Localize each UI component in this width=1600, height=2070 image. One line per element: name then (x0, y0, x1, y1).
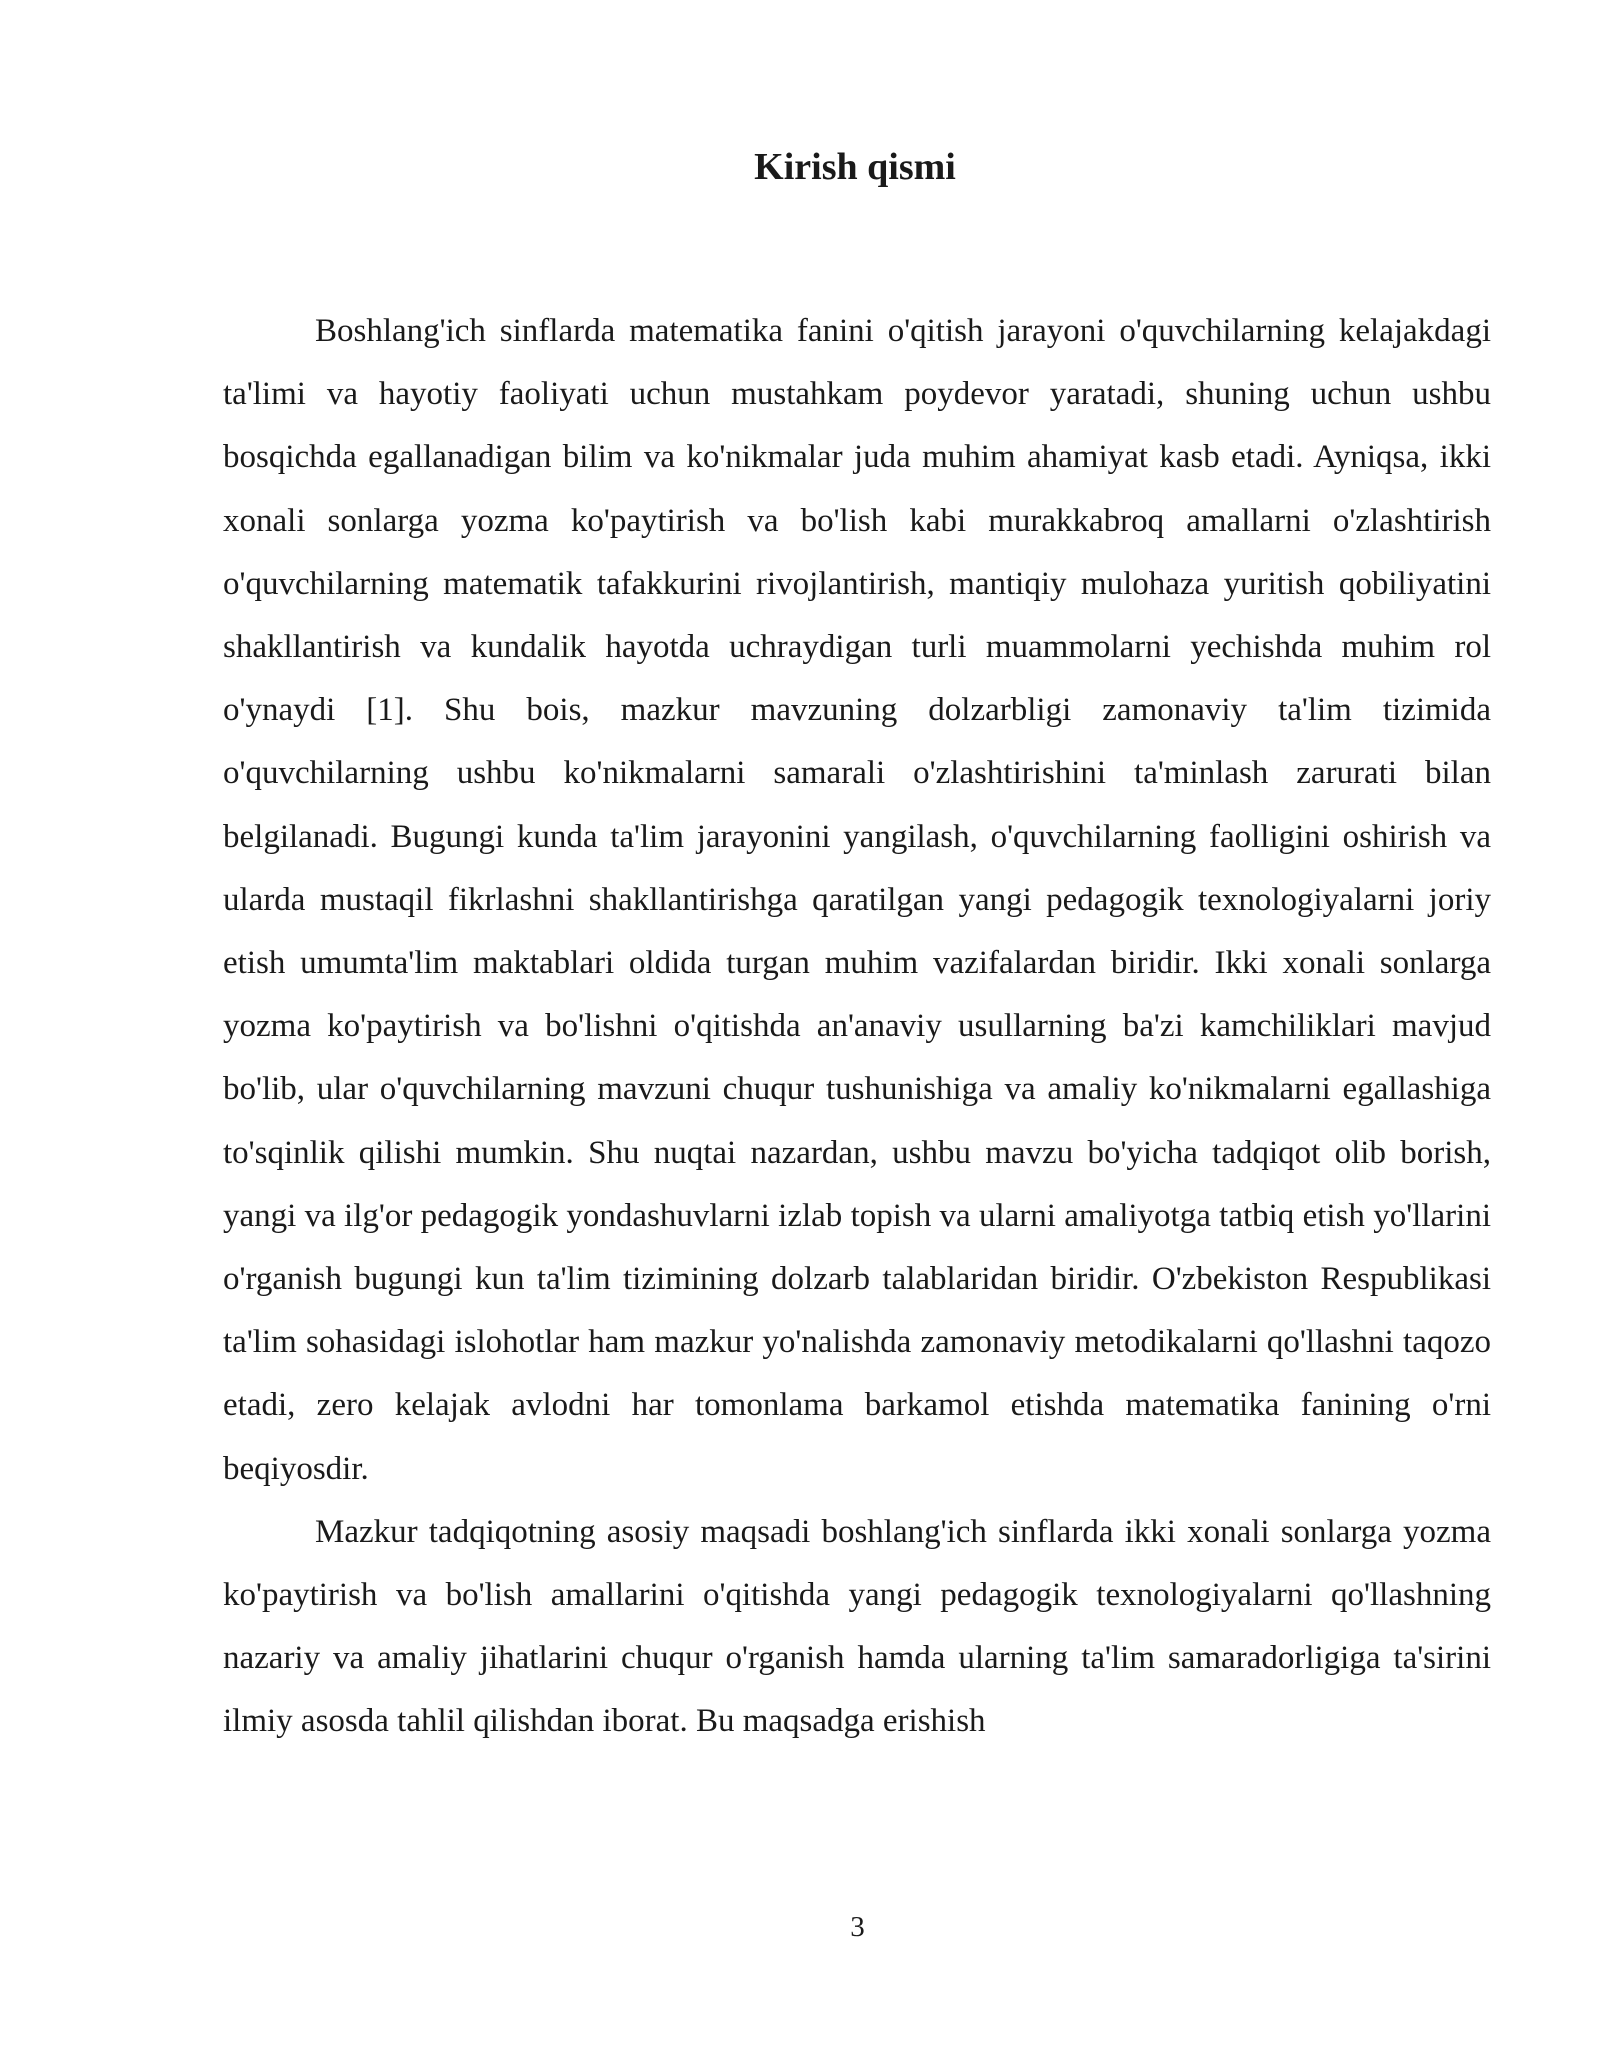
section-title: Kirish qismi (754, 146, 956, 188)
body-text (223, 300, 1491, 1754)
paragraph-1: Boshlang'ich sinflarda matematika fanini o'qitish jarayoni o'quvchilarning kelajakdagi ta'limi va hayotiy faoliyati uchun mustahkam poydevor yaratadi, shuning uchun ushbu bosqichda egallanadigan bilim va ko'nikmalar juda muhim ahamiyat kasb etadi. Ayniqsa, ikki xonali sonlarga yozma ko'paytirish va bo'lish kabi murakkabroq amallarni o'zlashtirish o'quvchilarning matematik tafakkurini rivojlantirish, mantiqiy mulohaza yuritish qobiliyatini shakllantirish va kundalik hayotda uchraydigan turli muammolarni yechishda muhim rol o'ynaydi [1]. Shu bois, mazkur mavzuning dolzarbligi zamonaviy ta'lim tizimida o'quvchilarning ushbu ko'nikmalarni samarali o'zlashtirishini ta'minlash zarurati bilan belgilanadi. Bugungi kunda ta'lim jarayonini yangilash, o'quvchilarning faolligini oshirish va ularda mustaqil fikrlashni shakllantirishga qaratilgan yangi pedagogik texnologiyalarni joriy etish umumta'lim maktablari oldida turgan muhim vazifalardan biridir. Ikki xonali sonlarga yozma ko'paytirish va bo'lishni o'qitishda an'anaviy usullarning ba'zi kamchiliklari mavjud bo'lib, ular o'quvchilarning mavzuni chuqur tushunishiga va amaliy ko'nikmalarni egallashiga to'sqinlik qilishi mumkin. Shu nuqtai nazardan, ushbu mavzu bo'yicha tadqiqot olib borish, yangi va ilg'or pedagogik yondashuvlarni izlab topish va ularni amaliyotga tatbiq etish yo'llarini o'rganish bugungi kun ta'lim tizimining dolzarb talablaridan biridir. O'zbekiston Respublikasi ta'lim sohasidagi islohotlar ham mazkur yo'nalishda zamonaviy metodikalarni qo'llashni taqozo etadi, zero kelajak avlodni har tomonlama barkamol etishda matematika fanining o'rni beqiyosdir. (223, 313, 1491, 1487)
paragraph-2: Mazkur tadqiqotning asosiy maqsadi boshlang'ich sinflarda ikki xonali sonlarga yozma ko'paytirish va bo'lish amallarini o'qitishda yangi pedagogik texnologiyalarni qo'llashning nazariy va amaliy jihatlarini chuqur o'rganish hamda ularning ta'lim samaradorligiga ta'sirini ilmiy asosda tahlil qilishdan iborat. Bu maqsadga erishish (223, 1513, 1491, 1740)
page-number: 3 (850, 1911, 865, 1943)
